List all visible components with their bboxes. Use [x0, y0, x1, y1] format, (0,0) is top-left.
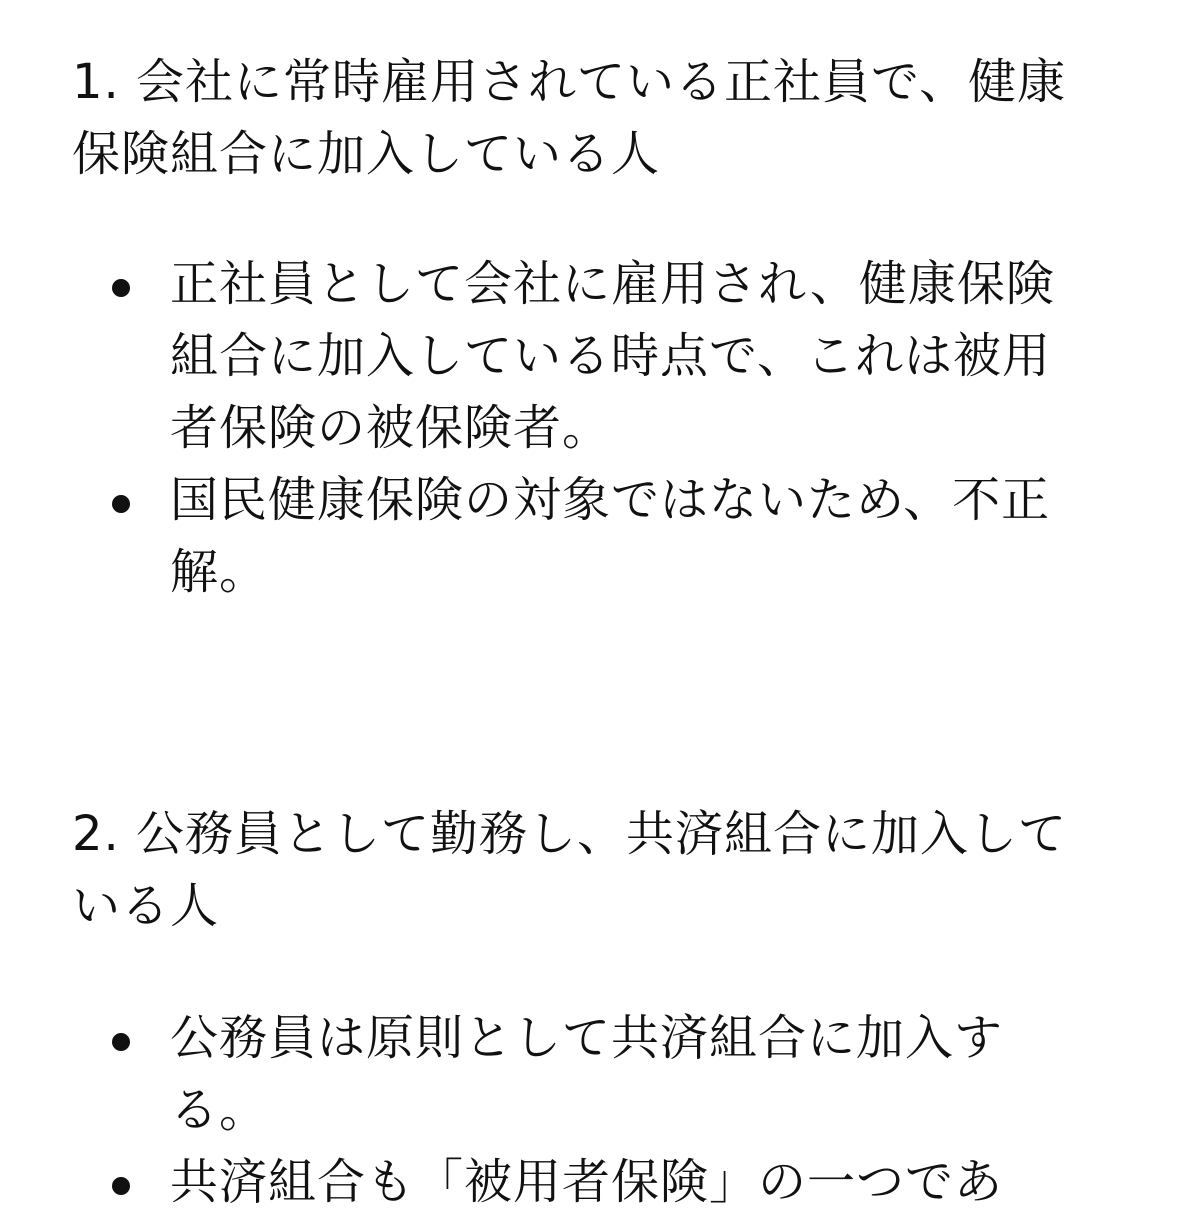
section-2 [72, 798, 1082, 1218]
section-2-bullet-list [72, 1002, 1082, 1218]
list-item [72, 1146, 1082, 1218]
section-2-heading: 2. 公務員として勤務し、共済組合に加入している人 [72, 806, 1068, 934]
bullet-icon [112, 279, 130, 297]
list-item-text: 公務員は原則として共済組合に加入する。 [170, 1010, 1004, 1138]
list-item-text: 正社員として会社に雇用され、健康保険組合に加入している時点で、これは被用者保険の被保険者。 [170, 256, 1055, 456]
list-item [72, 464, 1082, 608]
section-1-bullet-list [72, 248, 1082, 608]
bullet-icon [112, 495, 130, 513]
document-body [72, 46, 1082, 1218]
section-1-heading: 1. 会社に常時雇用されている正社員で、健康保険組合に加入している人 [72, 54, 1067, 182]
list-item-text: 国民健康保険の対象ではないため、不正解。 [170, 472, 1051, 600]
bullet-icon [112, 1033, 130, 1051]
section-1 [72, 46, 1082, 608]
list-item [72, 1002, 1082, 1146]
list-item-text: 共済組合も「被用者保険」の一つであ [170, 1154, 1004, 1210]
bullet-icon [112, 1177, 130, 1195]
list-item [72, 248, 1082, 464]
